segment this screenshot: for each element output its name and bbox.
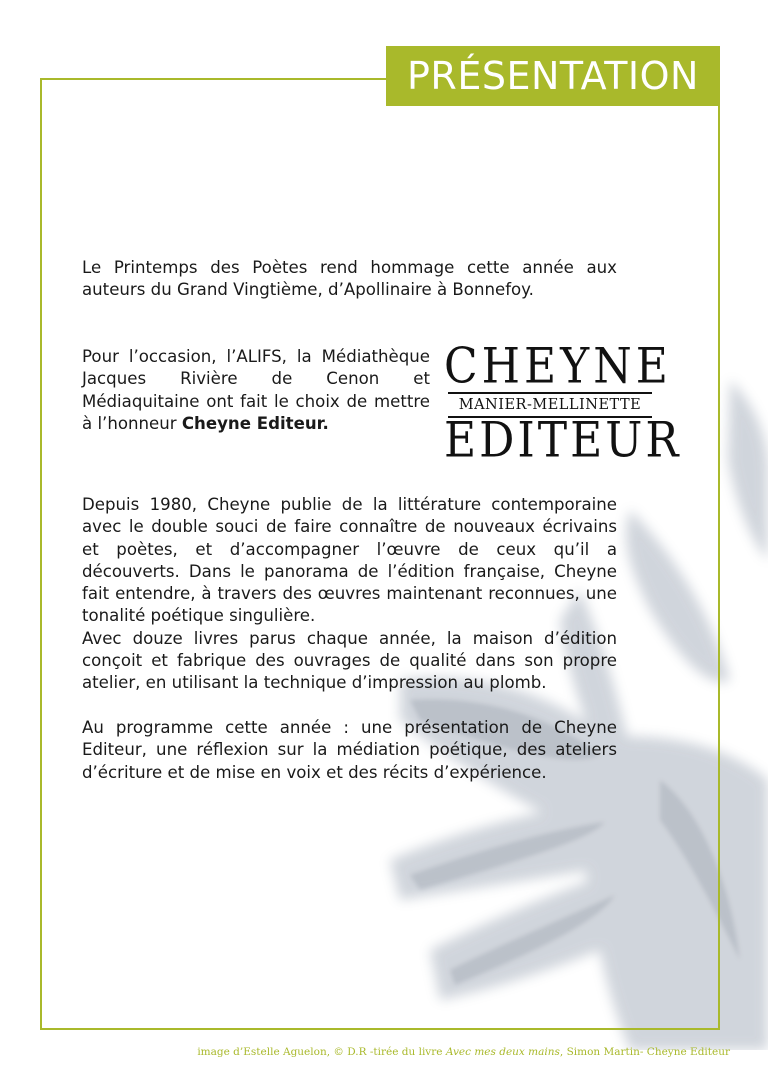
logo-line-manier-mellinette: MANIER-MELLINETTE <box>448 392 652 418</box>
production-paragraph: Avec douze livres parus chaque année, la maison d’édition conçoit et fabrique des ouvrages de qualité dans son propre atelier, en utilisant la technique d’impression au plomb. <box>82 628 617 693</box>
intro-section <box>82 257 617 324</box>
body-section <box>82 494 617 784</box>
credit-suffix: , Simon Martin- Cheyne Editeur <box>559 1046 730 1058</box>
intro-paragraph: Le Printemps des Poètes rend hommage cette année aux auteurs du Grand Vingtième, d’Apollinaire à Bonnefoy. <box>82 258 617 300</box>
occasion-paragraph <box>82 346 430 435</box>
credit-book-title: Avec mes deux mains <box>445 1046 560 1058</box>
occasion-text: Pour l’occasion, l’ALIFS, la Médiathèque Jacques Rivière de Cenon et Médiaquitaine ont fait le choix de mettre à l’honneur <box>82 347 430 433</box>
credit-prefix: image d’Estelle Aguelon, © D.R -tirée du livre <box>197 1046 446 1058</box>
history-paragraph: Depuis 1980, Cheyne publie de la littérature contemporaine avec le double souci de faire connaître de nouveaux écrivains et poètes, et d’accompagner l’œuvre de ceux qu’il a découverts. Dans le panorama de l’édition française, Cheyne fait entendre, à travers des œuvres maintenant reconnues, une tonalité poétique singulière. <box>82 495 617 626</box>
publisher-name-bold: Cheyne Editeur. <box>181 413 329 433</box>
image-credit <box>197 1046 730 1058</box>
page-title: PRÉSENTATION <box>386 46 720 106</box>
program-paragraph: Au programme cette année : une présentation de Cheyne Editeur, une réflexion sur la médiation poétique, des ateliers d’écriture et de mise en voix et des récits d’expérience. <box>82 717 617 782</box>
logo-line-editeur: EDITEUR <box>444 412 682 469</box>
cheyne-editeur-logo <box>444 338 682 469</box>
logo-line-cheyne: CHEYNE <box>444 338 672 395</box>
